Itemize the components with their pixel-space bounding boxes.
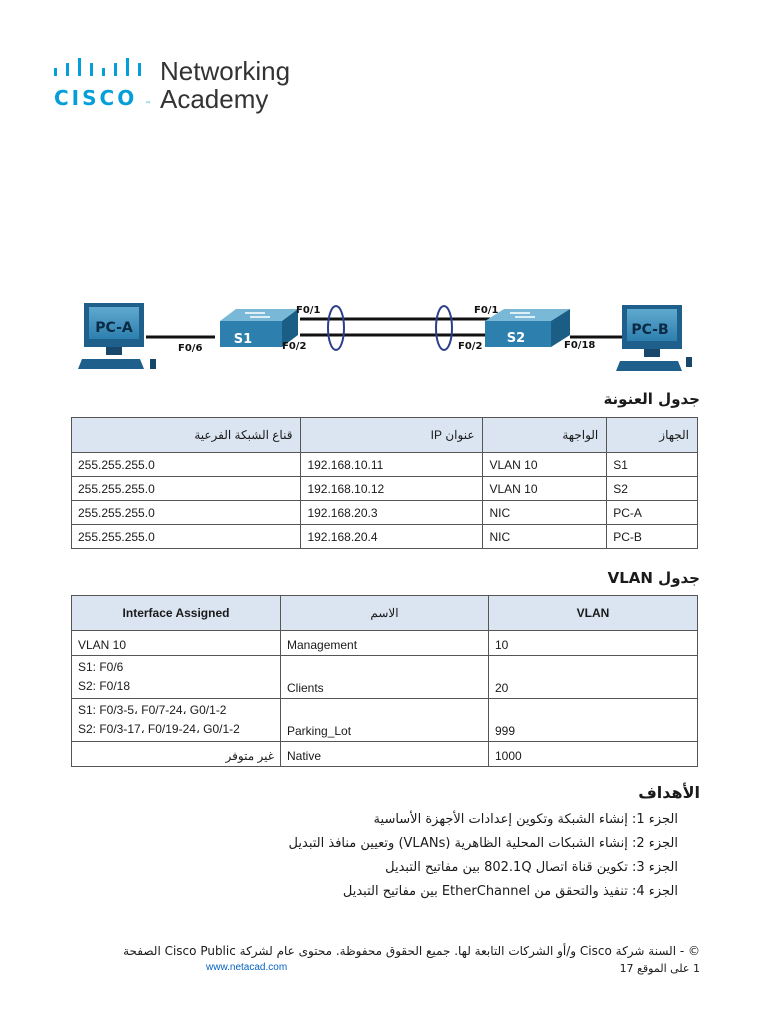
device-cell: S2	[607, 477, 698, 501]
port-label: F0/6	[178, 343, 203, 354]
subnet-mask-cell: 255.255.255.0	[72, 453, 301, 477]
interface-assigned-cell: S1: F0/6 S2: F0/18	[72, 656, 281, 699]
table-row	[72, 699, 698, 742]
pc-b-label: PC-B	[631, 322, 669, 338]
addressing-table	[71, 417, 698, 549]
table-row	[72, 525, 698, 549]
network-topology-diagram	[70, 295, 700, 380]
list-item: الجزء 2: إنشاء الشبكات المحلية الظاهرية (VLANs) وتعيين منافذ التبديل	[288, 836, 678, 851]
logo-line-networking: Networking	[160, 56, 291, 86]
s1-label: S1	[233, 332, 253, 347]
cisco-bars-icon	[54, 58, 146, 80]
column-header: الواجهة	[483, 418, 607, 453]
page-footer	[66, 944, 700, 978]
logo-line-academy: Academy	[160, 84, 269, 114]
subnet-mask-cell: 255.255.255.0	[72, 525, 301, 549]
cisco-wordmark: CISCO	[54, 86, 138, 110]
trademark: ™	[145, 101, 151, 108]
pc-a-icon	[78, 303, 156, 369]
column-header: الاسم	[281, 596, 489, 631]
table-header-row	[72, 596, 698, 631]
copyright-text: © - السنة شركة Cisco و/أو الشركات التابعة لها. جميع الحقوق محفوظة. محتوى عام لشركة Cisco Public الصفحة	[123, 944, 700, 958]
vlan-id-cell: 999	[489, 699, 698, 742]
interface-cell: NIC	[483, 501, 607, 525]
vlan-name-cell: Management	[281, 631, 489, 656]
netacad-link[interactable]: www.netacad.com	[206, 962, 288, 973]
cisco-networking-academy-logo	[52, 58, 312, 118]
pc-b-icon	[616, 305, 692, 371]
interface-assigned-cell: S1: F0/3-5، F0/7-24، G0/1-2 S2: F0/3-17، F0/19-24، G0/1-2	[72, 699, 281, 742]
vlan-name-cell: Parking_Lot	[281, 699, 489, 742]
vlan-id-cell: 1000	[489, 742, 698, 767]
device-cell: S1	[607, 453, 698, 477]
port-label: F0/1	[474, 305, 499, 316]
column-header: قناع الشبكة الفرعية	[72, 418, 301, 453]
list-item: الجزء 4: تنفيذ والتحقق من EtherChannel بين مفاتيح التبديل	[342, 884, 678, 899]
port-label: F0/1	[296, 305, 321, 316]
device-cell: PC-B	[607, 525, 698, 549]
table-row	[72, 631, 698, 656]
column-header: VLAN	[489, 596, 698, 631]
interface-cell: NIC	[483, 525, 607, 549]
table-row	[72, 742, 698, 767]
interface-cell: VLAN 10	[483, 477, 607, 501]
pc-a-label: PC-A	[95, 320, 133, 336]
interface-assigned-cell: غير متوفر	[72, 742, 281, 767]
vlan-table	[71, 595, 698, 767]
ip-address-cell: 192.168.20.3	[301, 501, 483, 525]
table-row	[72, 501, 698, 525]
subnet-mask-cell: 255.255.255.0	[72, 501, 301, 525]
column-header: الجهاز	[607, 418, 698, 453]
table-header-row	[72, 418, 698, 453]
table-row	[72, 656, 698, 699]
ip-address-cell: 192.168.10.12	[301, 477, 483, 501]
vlan-table-title: جدول VLAN	[607, 569, 700, 587]
device-cell: PC-A	[607, 501, 698, 525]
list-item: الجزء 1: إنشاء الشبكة وتكوين إعدادات الأجهزة الأساسية	[373, 812, 678, 827]
vlan-name-cell: Clients	[281, 656, 489, 699]
subnet-mask-cell: 255.255.255.0	[72, 477, 301, 501]
goals-title: الأهداف	[638, 783, 700, 802]
port-label: F0/2	[458, 341, 483, 352]
vlan-id-cell: 20	[489, 656, 698, 699]
ip-address-cell: 192.168.20.4	[301, 525, 483, 549]
vlan-name-cell: Native	[281, 742, 489, 767]
port-label: F0/2	[282, 341, 307, 352]
column-header: عنوان IP	[301, 418, 483, 453]
port-label: F0/18	[564, 340, 596, 351]
column-header: Interface Assigned	[72, 596, 281, 631]
table-row	[72, 477, 698, 501]
interface-cell: VLAN 10	[483, 453, 607, 477]
addressing-table-title: جدول العنونة	[603, 390, 700, 408]
s2-label: S2	[506, 331, 526, 346]
goals-list	[289, 808, 678, 904]
page-number: 1 على الموقع 17	[619, 962, 700, 975]
list-item: الجزء 3: تكوين قناة اتصال 802.1Q بين مفاتيح التبديل	[385, 860, 678, 875]
table-row	[72, 453, 698, 477]
vlan-id-cell: 10	[489, 631, 698, 656]
ip-address-cell: 192.168.10.11	[301, 453, 483, 477]
interface-assigned-cell: VLAN 10	[72, 631, 281, 656]
